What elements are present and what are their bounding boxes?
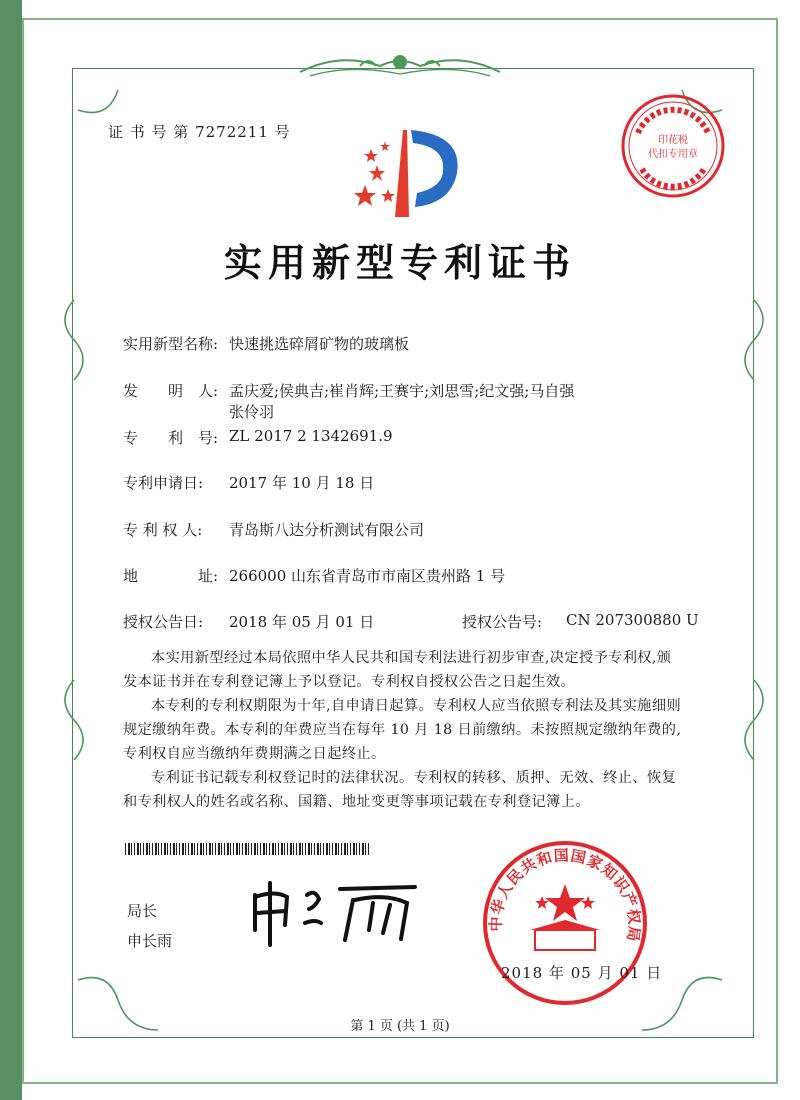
- filing-date-value: 2017 年 10 月 18 日: [229, 474, 375, 492]
- top-ornament: [300, 56, 500, 76]
- patent-number-label: 专 利 号:: [123, 429, 219, 447]
- inventor-value-line1: 孟庆爱;侯典吉;崔肖辉;王赛宇;刘思雪;纪文强;马自强: [229, 382, 575, 400]
- grant-date-label: 授权公告日:: [123, 613, 204, 631]
- utility-name-label: 实用新型名称:: [123, 335, 219, 353]
- certificate-body: [123, 646, 683, 814]
- director-signature: [245, 875, 425, 950]
- patent-office-logo: [345, 125, 470, 220]
- filing-date-label: 专利申请日:: [123, 474, 204, 492]
- inventor-value-line2: 张伶羽: [229, 403, 275, 421]
- grant-date-value: 2018 年 05 月 01 日: [229, 613, 375, 631]
- address-value: 266000 山东省青岛市市南区贵州路 1 号: [229, 567, 506, 585]
- inventor-label: 发 明 人:: [123, 382, 219, 400]
- body-paragraph-3: 专利证书记载专利权登记时的法律状况。专利权的转移、质押、无效、终止、恢复和专利权人的姓名或名称、国籍、地址变更等事项记载在专利登记簿上。: [123, 770, 677, 810]
- certificate-number: 证 书 号 第 7272211 号: [108, 123, 291, 141]
- svg-text:中华人民共和国国家知识产权局: 中华人民共和国国家知识产权局: [486, 846, 644, 944]
- director-name: 申长雨: [127, 932, 173, 950]
- seal-date: 2018 年 05 月 01 日: [501, 964, 663, 982]
- grant-number-label: 授权公告号:: [462, 613, 543, 631]
- grant-number-value: CN 207300880 U: [566, 611, 699, 629]
- patentee-value: 青岛斯八达分析测试有限公司: [229, 521, 425, 539]
- svg-text:印花税: 印花税: [658, 135, 688, 146]
- tax-seal-stamp: [620, 93, 726, 199]
- body-paragraph-2: 本专利的专利权期限为十年,自申请日起算。专利权人应当依照专利法及其实施细则规定缴纳年费。本专利的年费应当在每年 10 月 18 日前缴纳。未按照规定缴纳年费的,专利权自应当缴纳年费期满之日起终止。: [123, 698, 682, 762]
- barcode: [125, 843, 370, 855]
- certificate-title: 实用新型专利证书: [223, 241, 576, 285]
- patentee-label: 专 利 权 人:: [123, 521, 203, 539]
- body-paragraph-1: 本实用新型经过本局依照中华人民共和国专利法进行初步审查,决定授予专利权,颁发本证书并在专利登记簿上予以登记。专利权自授权公告之日起生效。: [123, 650, 672, 690]
- utility-name-value: 快速挑选碎屑矿物的玻璃板: [229, 335, 410, 353]
- svg-text:代扣专用章: 代扣专用章: [648, 149, 698, 160]
- director-title: 局长: [127, 902, 158, 920]
- patent-number-value: ZL 2017 2 1342691.9: [229, 427, 393, 445]
- address-label: 地 址:: [123, 567, 219, 585]
- page-footer: 第 1 页 (共 1 页): [350, 1019, 450, 1034]
